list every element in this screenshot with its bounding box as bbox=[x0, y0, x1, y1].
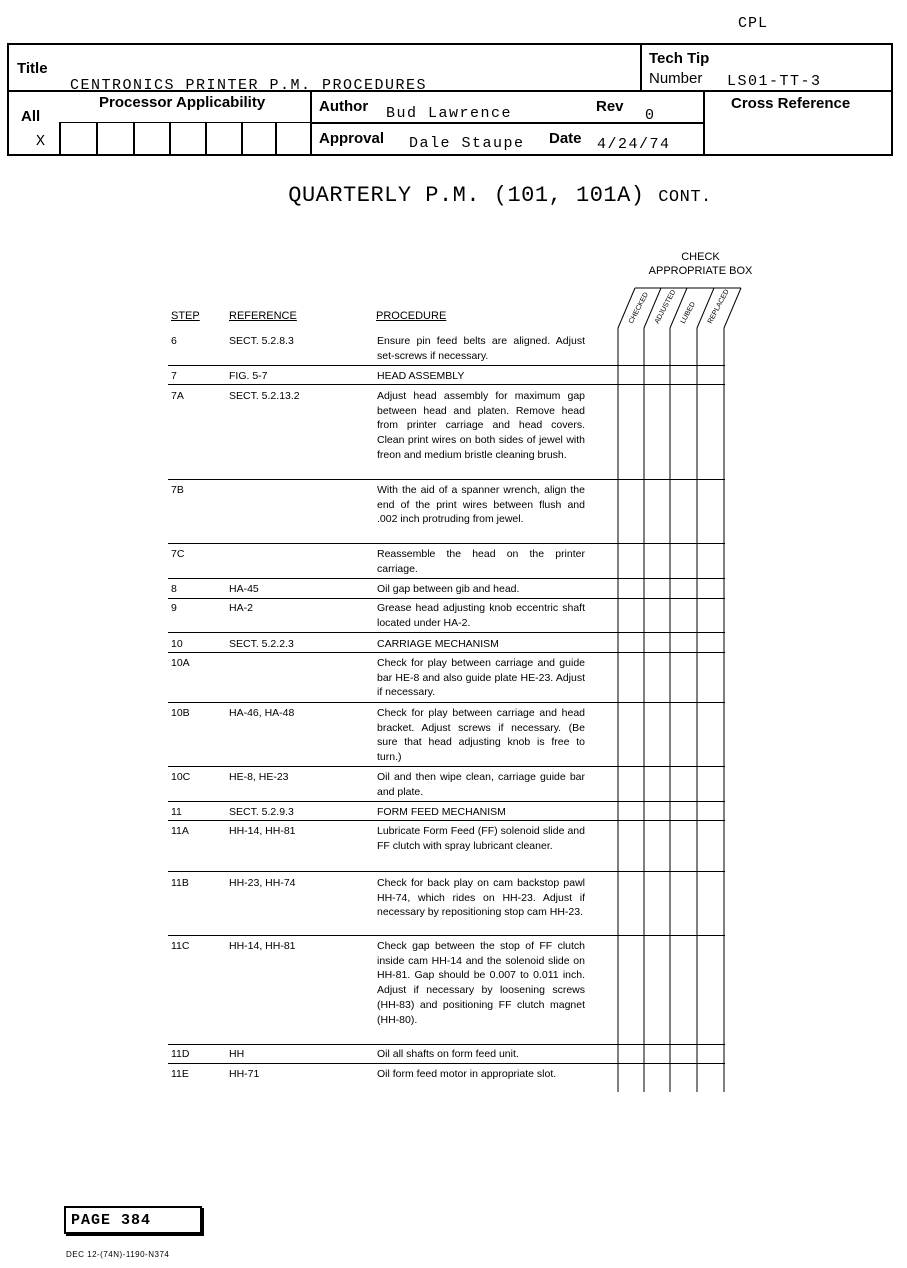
header-form bbox=[7, 43, 893, 156]
row-divider bbox=[168, 702, 725, 703]
row-divider bbox=[168, 365, 725, 366]
reference: HH-14, HH-81 bbox=[229, 940, 296, 952]
row-divider bbox=[168, 479, 725, 480]
reference: HA-2 bbox=[229, 602, 253, 614]
number-value: LS01-TT-3 bbox=[727, 73, 822, 90]
check-column-checked: CHECKED bbox=[627, 291, 651, 325]
procedure: Lubricate Form Feed (FF) solenoid slide and FF clutch with spray lubricant cleaner. bbox=[377, 825, 585, 852]
rev-label: Rev bbox=[596, 98, 624, 115]
reference: HH-14, HH-81 bbox=[229, 825, 296, 837]
step-number: 7A bbox=[171, 390, 184, 402]
rev-value: 0 bbox=[645, 107, 656, 124]
row-divider bbox=[168, 935, 725, 936]
procedure: Grease head adjusting knob eccentric shaft located under HA-2. bbox=[377, 602, 585, 629]
procedure: Reassemble the head on the printer carriage. bbox=[377, 548, 585, 575]
reference: SECT. 5.2.2.3 bbox=[229, 638, 294, 650]
processor-box bbox=[275, 122, 277, 154]
row-divider bbox=[168, 801, 725, 802]
processor-box bbox=[169, 122, 171, 154]
check-box-grid bbox=[610, 280, 760, 1100]
step-column-header: STEP bbox=[171, 310, 200, 322]
step-number: 8 bbox=[171, 583, 177, 595]
step-number: 10 bbox=[171, 638, 183, 650]
reference: SECT. 5.2.9.3 bbox=[229, 806, 294, 818]
row-divider bbox=[168, 1044, 725, 1045]
procedure: FORM FEED MECHANISM bbox=[377, 806, 506, 818]
procedure: Oil form feed motor in appropriate slot. bbox=[377, 1068, 557, 1080]
check-column-adjusted: ADJUSTED bbox=[653, 289, 678, 325]
check-column-replaced: REPLACED bbox=[706, 288, 731, 325]
row-divider bbox=[168, 578, 725, 579]
reference: HH bbox=[229, 1048, 245, 1060]
step-number: 10C bbox=[171, 771, 191, 783]
form-divider bbox=[703, 90, 705, 154]
procedure: Check for play between carriage and guide bar HE-8 and also guide plate HE-23. Adjust if necessary. bbox=[377, 657, 585, 699]
row-divider bbox=[168, 766, 725, 767]
step-number: 11 bbox=[171, 806, 182, 818]
procedure: Ensure pin feed belts are aligned. Adjust set-screws if necessary. bbox=[377, 335, 585, 362]
form-divider bbox=[640, 45, 642, 90]
procedure: Oil gap between gib and head. bbox=[377, 583, 520, 595]
form-code: DEC 12-(74N)-1190-N374 bbox=[66, 1250, 170, 1259]
procedure: HEAD ASSEMBLY bbox=[377, 370, 465, 382]
step-number: 7B bbox=[171, 484, 184, 496]
row-divider bbox=[168, 543, 725, 544]
check-box-title bbox=[638, 250, 763, 278]
row-divider bbox=[168, 1063, 725, 1064]
tech-tip-label: Tech Tip bbox=[649, 50, 710, 67]
all-label: All bbox=[21, 108, 41, 125]
procedure: Oil all shafts on form feed unit. bbox=[377, 1048, 519, 1060]
document-code: CPL bbox=[738, 15, 769, 32]
check-column-lubed: LUBED bbox=[679, 301, 697, 325]
step-number: 10B bbox=[171, 707, 190, 719]
reference: SECT. 5.2.13.2 bbox=[229, 390, 300, 402]
reference: HA-46, HA-48 bbox=[229, 707, 295, 719]
approval-label: Approval bbox=[319, 130, 385, 147]
step-number: 11E bbox=[171, 1068, 189, 1080]
procedure: Adjust head assembly for maximum gap between head and platen. Remove head from printer carriage and head covers. Clean print wires on both sides of jewel with freon and medium bristle cleaning brush. bbox=[377, 390, 585, 461]
procedure: With the aid of a spanner wrench, align the end of the print wires between flush and .002 inch protruding from jewel. bbox=[377, 484, 585, 526]
check-title-line2: APPROPRIATE BOX bbox=[648, 265, 753, 277]
step-number: 11B bbox=[171, 877, 189, 889]
procedure-column-header: PROCEDURE bbox=[376, 310, 447, 322]
row-divider bbox=[168, 820, 725, 821]
cross-reference-label: Cross Reference bbox=[731, 95, 851, 112]
processor-box bbox=[59, 122, 61, 154]
processor-applicability-label: Processor Applicability bbox=[99, 94, 266, 111]
processor-box bbox=[241, 122, 243, 154]
step-number: 7 bbox=[171, 370, 177, 382]
step-number: 11D bbox=[171, 1048, 190, 1060]
procedure: Check for play between carriage and head bracket. Adjust screws if necessary. (Be sure that head adjusting knob is free to turn.) bbox=[377, 707, 585, 764]
all-value: X bbox=[36, 133, 47, 150]
processor-box bbox=[133, 122, 135, 154]
procedure: CARRIAGE MECHANISM bbox=[377, 638, 499, 650]
title-value: CENTRONICS PRINTER P.M. PROCEDURES bbox=[70, 77, 428, 94]
reference: HA-45 bbox=[229, 583, 259, 595]
processor-box bbox=[96, 122, 98, 154]
reference: SECT. 5.2.8.3 bbox=[229, 335, 294, 347]
section-heading-text: QUARTERLY P.M. (101, 101A) bbox=[288, 183, 645, 208]
number-label: Number bbox=[649, 70, 703, 87]
procedure: Oil and then wipe clean, carriage guide bar and plate. bbox=[377, 771, 585, 798]
row-divider bbox=[168, 632, 725, 633]
reference: HH-23, HH-74 bbox=[229, 877, 296, 889]
author-label: Author bbox=[319, 98, 369, 115]
processor-box bbox=[205, 122, 207, 154]
step-number: 6 bbox=[171, 335, 177, 347]
step-number: 11A bbox=[171, 825, 189, 837]
row-divider bbox=[168, 652, 725, 653]
row-divider bbox=[168, 871, 725, 872]
title-label: Title bbox=[17, 60, 48, 77]
reference-column-header: REFERENCE bbox=[229, 310, 297, 322]
procedure: Check gap between the stop of FF clutch inside cam HH-14 and the solenoid slide on HH-81. Gap should be 0.007 to 0.011 inch. Adjust if necessary by loosening screws (HH-83) and positioning FF clutch magnet (HH-80). bbox=[377, 940, 585, 1026]
date-value: 4/24/74 bbox=[597, 136, 671, 153]
page-number: PAGE 384 bbox=[71, 1212, 152, 1229]
step-number: 10A bbox=[171, 657, 190, 669]
step-number: 11C bbox=[171, 940, 190, 952]
step-number: 7C bbox=[171, 548, 185, 560]
author-value: Bud Lawrence bbox=[386, 105, 513, 122]
date-label: Date bbox=[549, 130, 582, 147]
check-title-line1: CHECK bbox=[681, 251, 720, 263]
row-divider bbox=[168, 598, 725, 599]
procedure: Check for back play on cam backstop pawl HH-74, which rides on HH-23. Adjust if necessary by repositioning stop cam HH-23. bbox=[377, 877, 585, 919]
section-heading-cont: CONT. bbox=[658, 188, 712, 207]
reference: FIG. 5-7 bbox=[229, 370, 268, 382]
reference: HE-8, HE-23 bbox=[229, 771, 289, 783]
reference: HH-71 bbox=[229, 1068, 260, 1080]
page-number-box bbox=[64, 1206, 202, 1234]
row-divider bbox=[168, 384, 725, 385]
section-heading bbox=[0, 183, 907, 208]
approval-value: Dale Staupe bbox=[409, 135, 525, 152]
step-number: 9 bbox=[171, 602, 177, 614]
